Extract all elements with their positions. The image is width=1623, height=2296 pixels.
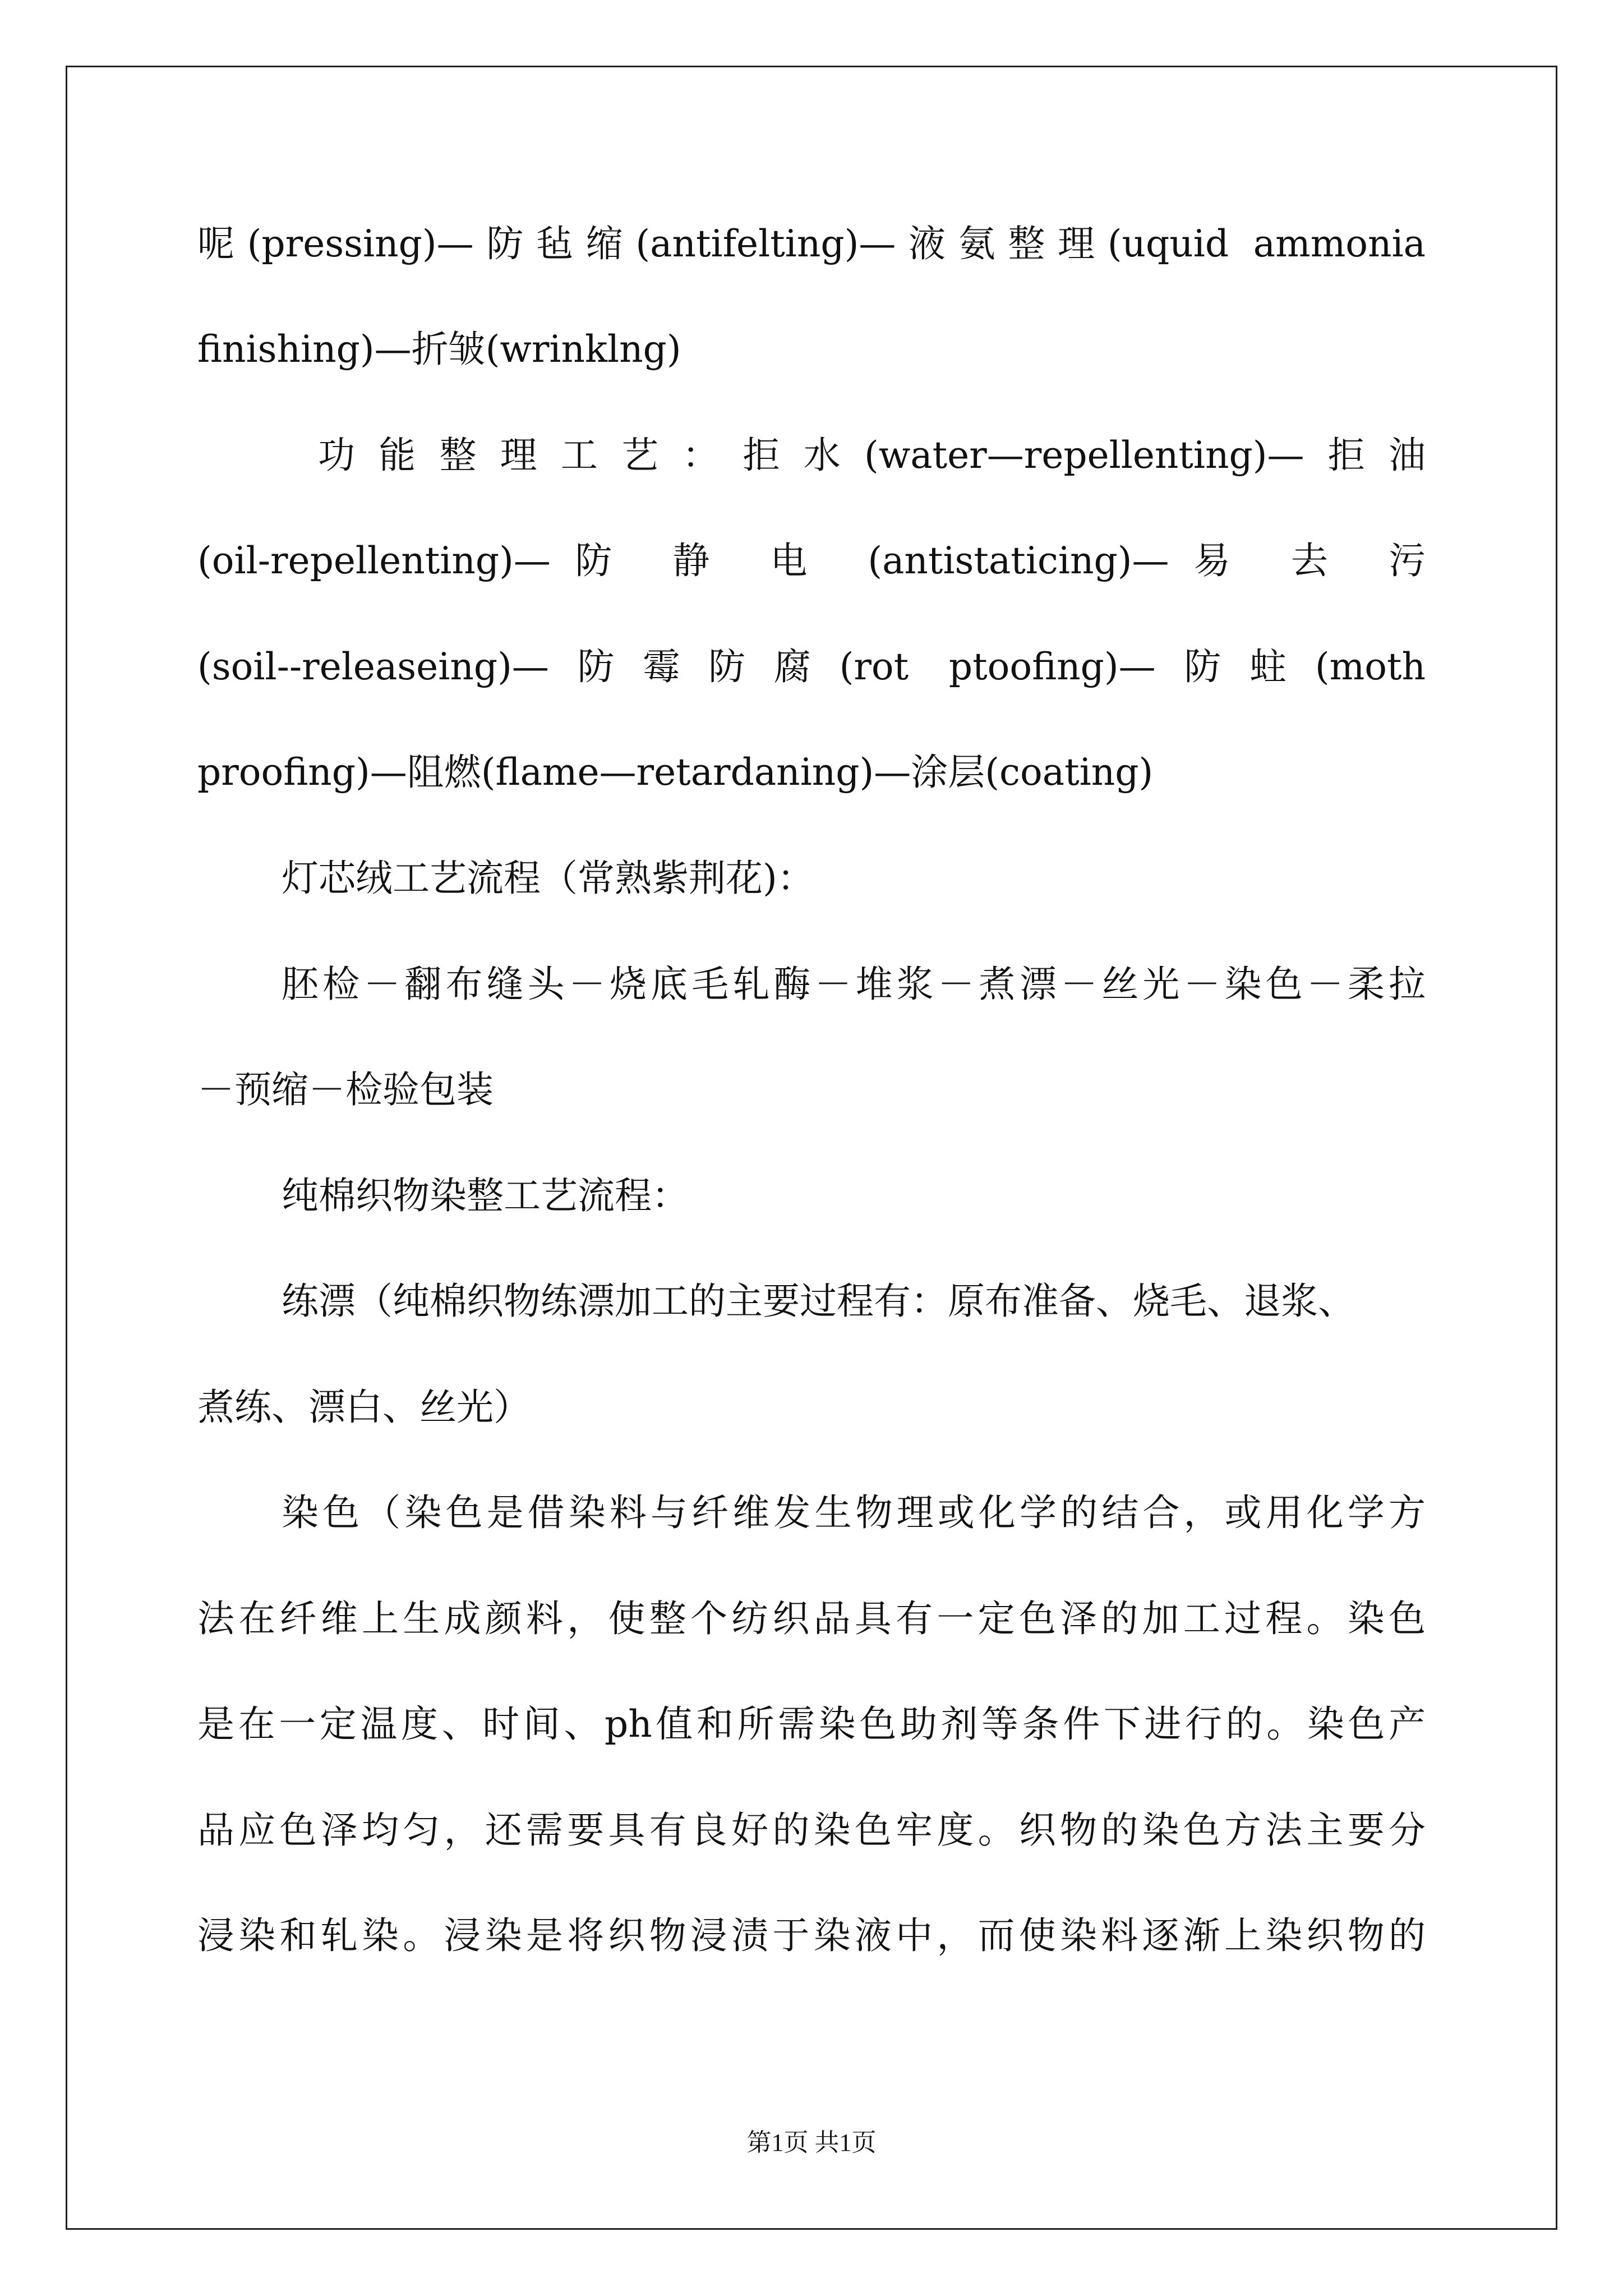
text-line-3: 功能整理工艺：拒水(water—repellenting)—拒油 [318, 434, 1426, 477]
text-line-15: 是在一定温度、时间、ph值和所需染色助剂等条件下进行的。染色产 [197, 1703, 1426, 1746]
text-line-17: 浸染和轧染。浸染是将织物浸渍于染液中，而使染料逐渐上染织物的 [197, 1914, 1426, 1957]
text-line-5: (soil--releaseing)—防霉防腐(rot ptoofing)—防蛀(moth [197, 645, 1426, 688]
text-line-9: －预缩－检验包装 [197, 1068, 494, 1111]
text-line-10: 纯棉织物染整工艺流程： [282, 1174, 689, 1217]
page-number-footer: 第1页 共1页 [746, 2129, 877, 2156]
text-line-1: 呢(pressing)—防毡缩(antifelting)—液氨整理(uquid ammonia [197, 222, 1426, 265]
text-line-8: 胚检－翻布缝头－烧底毛轧酶－堆浆－煮漂－丝光－染色－柔拉 [282, 963, 1426, 1006]
text-line-4: (oil-repellenting)—防 静 电 (antistaticing)—易 去 污 [197, 539, 1426, 582]
text-line-16: 品应色泽均匀，还需要具有良好的染色牢度。织物的染色方法主要分 [197, 1809, 1426, 1852]
text-line-11: 练漂（纯棉织物练漂加工的主要过程有：原布准备、烧毛、退浆、 [282, 1280, 1355, 1323]
text-line-12: 煮练、漂白、丝光） [197, 1386, 531, 1429]
text-line-14: 法在纤维上生成颜料，使整个纺织品具有一定色泽的加工过程。染色 [197, 1597, 1426, 1640]
text-line-2: finishing)—折皱(wrinklng) [197, 328, 681, 371]
page-border [66, 66, 1557, 2230]
text-line-6: proofing)—阻燃(flame—retardaning)—涂层(coating) [197, 751, 1154, 794]
text-line-13: 染色（染色是借染料与纤维发生物理或化学的结合，或用化学方 [282, 1491, 1426, 1534]
text-line-7: 灯芯绒工艺流程（常熟紫荆花)： [282, 857, 814, 900]
